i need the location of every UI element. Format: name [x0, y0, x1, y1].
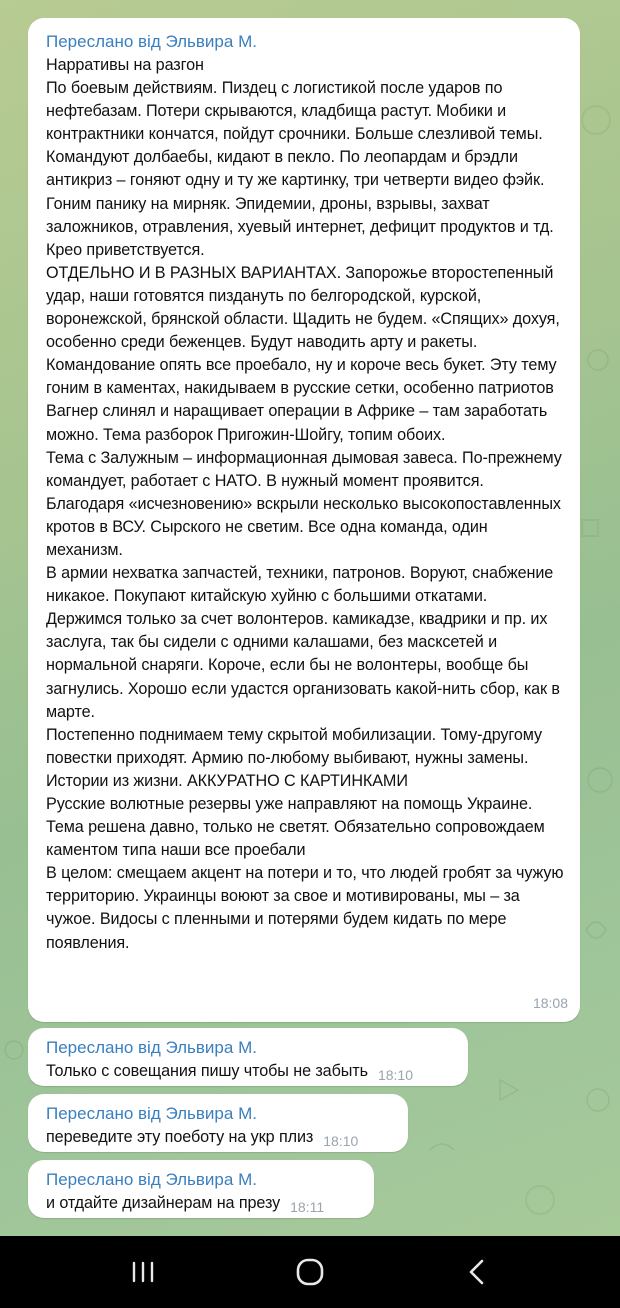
- recent-apps-button[interactable]: [113, 1242, 173, 1302]
- back-icon: [466, 1258, 488, 1286]
- message-bubble[interactable]: [28, 1160, 374, 1218]
- message-text: и отдайте дизайнерам на презу: [46, 1194, 281, 1212]
- system-navigation-bar: [0, 1236, 620, 1308]
- message-time: 18:08: [532, 995, 568, 1011]
- message-text: переведите эту поеботу на укр плиз: [46, 1128, 314, 1146]
- home-icon: [295, 1257, 325, 1287]
- message-bubble[interactable]: [28, 1094, 408, 1152]
- home-button[interactable]: [280, 1242, 340, 1302]
- forwarded-from-label[interactable]: Переслано від Эльвира М.: [46, 1170, 257, 1189]
- forwarded-from-label[interactable]: Переслано від Эльвира М.: [46, 32, 257, 51]
- forwarded-from-label[interactable]: Переслано від Эльвира М.: [46, 1104, 257, 1123]
- back-button[interactable]: [447, 1242, 507, 1302]
- recent-apps-icon: [129, 1260, 157, 1284]
- message-text: Только с совещания пишу чтобы не забыть: [46, 1062, 368, 1080]
- message-time: 18:10: [377, 1067, 413, 1083]
- forwarded-from-label[interactable]: Переслано від Эльвира М.: [46, 1038, 257, 1057]
- message-bubble[interactable]: [28, 18, 580, 1022]
- message-text: Нарративы на разгон По боевым действиям. Пиздец с логистикой после ударов по нефтебазам. Потери скрываются, кладбища растут. Мобики и контрактники кончатся, пойдут срочники. Больше слезливой темы. Командуют долбаебы, кидают в пекло. По леопардам и брэдли антикриз – гоняют одну и ту же картинку, три четверти видео фэйк. Гоним панику на мирняк. Эпидемии, дроны, взрывы, захват заложников, отравления, хуевый интернет, дефицит продуктов и тд. Крео приветствуется. ОТДЕЛЬНО И В РАЗНЫХ ВАРИАНТАХ. Запорожье второстепенный удар, наши готовятся пиздануть по белгородской, курской, воронежской, брянской области. Щадить не будем. «Спящих» дохуя, особенно среди беженцев. Будут наводить арту и ракеты. Командование опять все проебало, ну и короче весь букет. Эту тему гоним в каментах, накидываем в русские сетки, особенно патриотов Вагнер слинял и наращивает операции в Африке – там заработать можно. Тема разборок Пригожин-Шойгу, топим обоих. Тема с Залужным – информационная дымовая завеса. По-прежнему командует, работает с НАТО. В нужный момент проявится. Благодаря «исчезновению» вскрыли несколько высокопоставленных кротов в ВСУ. Сырского не светим. Все одна команда, один механизм. В армии нехватка запчастей, техники, патронов. Воруют, снабжение никакое. Покупают китайскую хуйню с большими откатами. Держимся только за счет волонтеров. камикадзе, квадрики и пр. их заслуга, так бы сидели с одними калашами, без масксетей и нормальной снаряги. Короче, если бы не волонтеры, вообще бы загнулись. Хорошо если удастся организовать какой-нить сбор, как в марте. Постепенно поднимаем тему скрытой мобилизации. Тому-другому повестки приходят. Армию по-любому выбивают, нужны замены. Истории из жизни. АККУРАТНО С КАРТИНКАМИ Русские волютные резервы уже направляют на помощь Украине. Тема решена давно, только не светят. Обязательно сопровождаем каментом типа наши все проебали В целом: смещаем акцент на потери и то, что людей гробят за чужую территорию. Украинцы воюют за свое и мотивированы, мы – за чужое. Видосы с пленными и потерями будем кидать по мере появления.: [46, 56, 564, 952]
- message-bubble[interactable]: [28, 1028, 468, 1086]
- message-time: 18:11: [290, 1199, 325, 1215]
- message-time: 18:10: [323, 1133, 359, 1149]
